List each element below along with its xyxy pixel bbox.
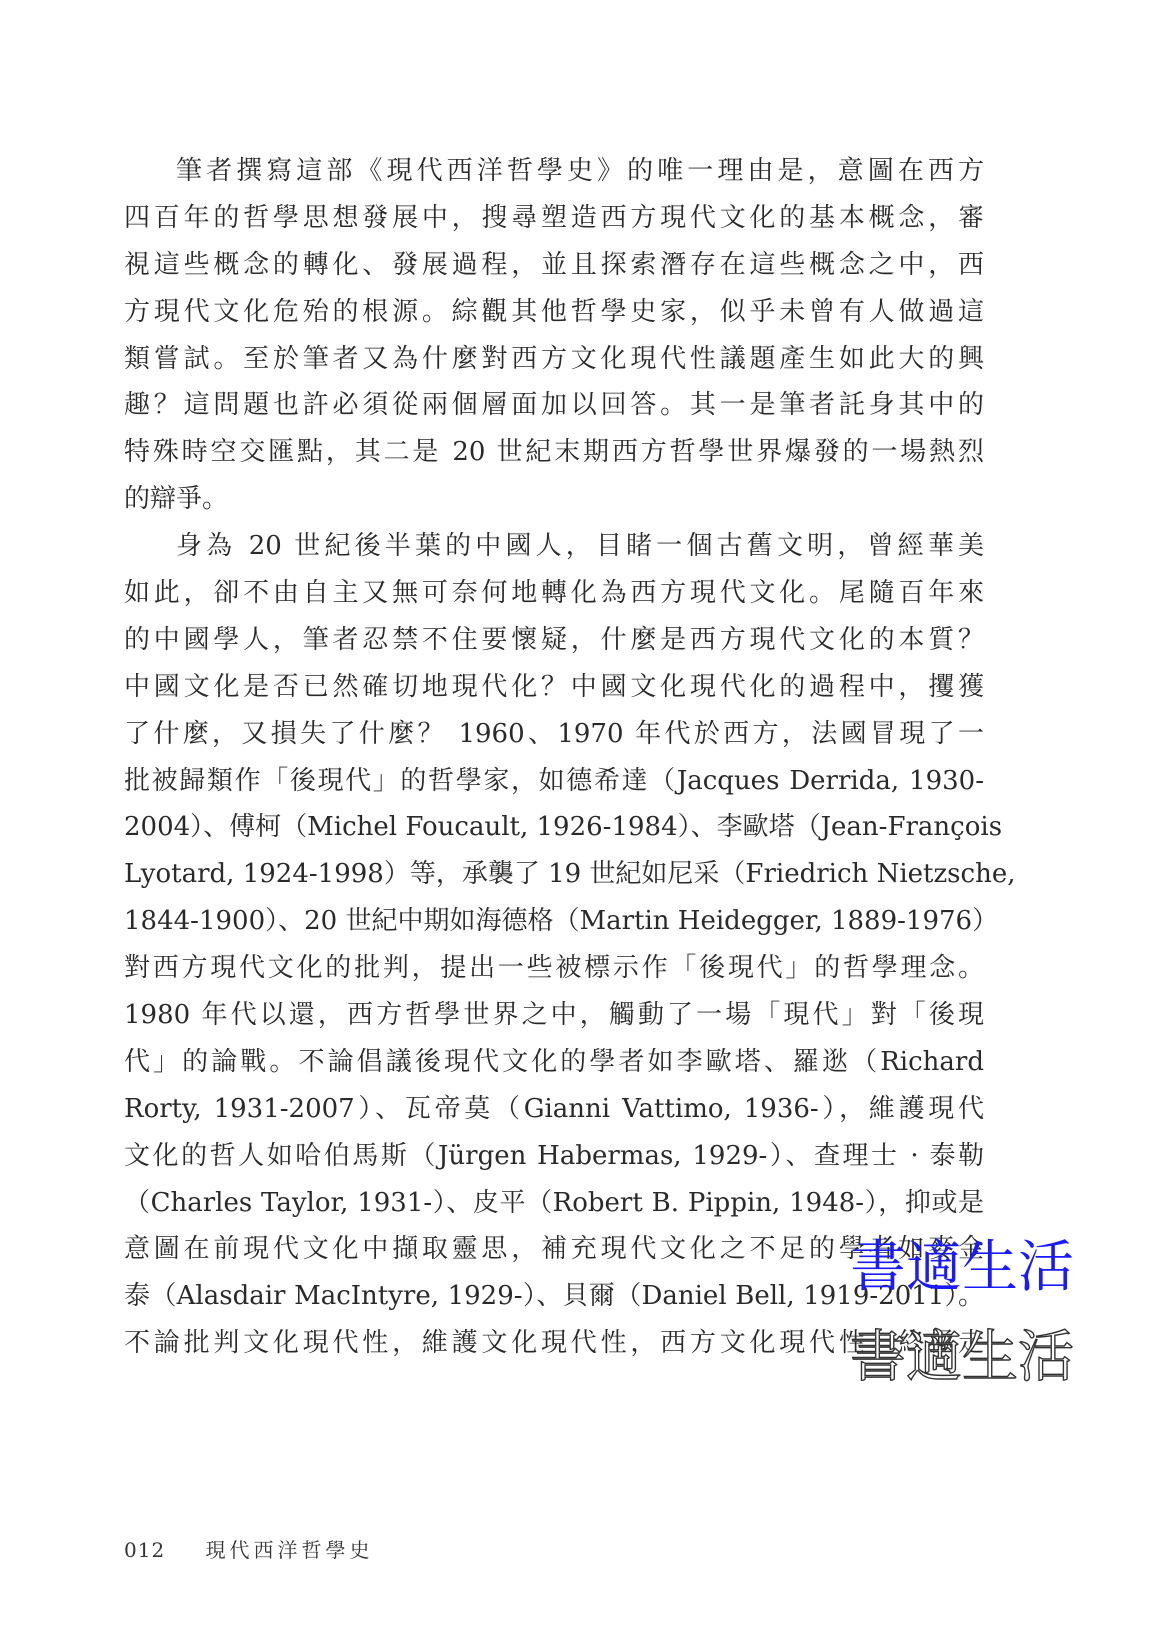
text-line: 對西方現代文化的批判，提出一些被標示作「後現代」的哲學理念。 bbox=[124, 953, 984, 984]
text-line: Rorty, 1931-2007）、瓦帝莫（Gianni Vattimo, 1936-），維護現代 bbox=[124, 1093, 984, 1124]
page-body bbox=[124, 148, 1016, 1367]
text-line: 如此，卻不由自主又無可奈何地轉化為西方現代文化。尾隨百年來 bbox=[124, 578, 984, 609]
text-line: 四百年的哲學思想發展中，搜尋塑造西方現代文化的基本概念，審 bbox=[124, 202, 984, 233]
text-line: 意圖在前現代文化中擷取靈思，補充現代文化之不足的學者如麥金 bbox=[124, 1234, 984, 1265]
text-line: 趣？這問題也許必須從兩個層面加以回答。其一是筆者託身其中的 bbox=[124, 390, 984, 421]
page-footer bbox=[124, 1534, 374, 1563]
text-line: Lyotard, 1924-1998）等，承襲了 19 世紀如尼采（Friedrich Nietzsche, bbox=[124, 859, 1016, 890]
text-line: 代」的論戰。不論倡議後現代文化的學者如李歐塔、羅逖（Richard bbox=[124, 1046, 984, 1077]
text-line: 筆者撰寫這部《現代西洋哲學史》的唯一理由是，意圖在西方 bbox=[176, 156, 984, 186]
running-title: 現代西洋哲學史 bbox=[205, 1538, 374, 1562]
text-line: 特殊時空交匯點，其二是 20 世紀末期西方哲學世界爆發的一場熱烈 bbox=[124, 437, 984, 468]
watermark-outline: 書適生活 bbox=[850, 1325, 1074, 1390]
text-line: 身為 20 世紀後半葉的中國人，目睹一個古舊文明，曾經華美 bbox=[176, 531, 984, 562]
paragraph-1 bbox=[124, 148, 984, 523]
text-line: 文化的哲人如哈伯馬斯（Jürgen Habermas, 1929-）、查理士 · 泰勒 bbox=[124, 1140, 984, 1171]
text-line: 泰（Alasdair MacIntyre, 1929-）、貝爾（Daniel Bell, 1919-2011）。 bbox=[124, 1281, 984, 1312]
text-line: 的辯爭。 bbox=[124, 484, 229, 515]
page-number: 012 bbox=[124, 1538, 166, 1562]
text-line: 1844-1900）、20 世紀中期如海德格（Martin Heidegger, 1889-1976） bbox=[124, 906, 999, 937]
text-line: 視這些概念的轉化、發展過程，並且探索潛存在這些概念之中，西 bbox=[124, 249, 984, 280]
text-line: 2004）、傅柯（Michel Foucault, 1926-1984）、李歐塔（Jean-François bbox=[124, 812, 1003, 843]
text-line: 的中國學人，筆者忍禁不住要懷疑，什麼是西方現代文化的本質？ bbox=[124, 624, 984, 655]
text-line: 了什麼，又損失了什麼？ 1960、1970 年代於西方，法國冒現了一 bbox=[124, 718, 984, 749]
text-line: 1980 年代以還，西方哲學世界之中，觸動了一場「現代」對「後現 bbox=[124, 1000, 984, 1031]
text-line: 不論批判文化現代性，維護文化現代性，西方文化現代性一終極走 bbox=[124, 1328, 984, 1359]
text-line: （Charles Taylor, 1931-）、皮平（Robert B. Pippin, 1948-），抑或是 bbox=[124, 1187, 984, 1218]
text-line: 批被歸類作「後現代」的哲學家，如德希達（Jacques Derrida, 1930- bbox=[124, 765, 984, 796]
watermark-blue: 書適生活 bbox=[850, 1235, 1074, 1300]
text-line: 中國文化是否已然確切地現代化？中國文化現代化的過程中，攫獲 bbox=[124, 671, 984, 702]
text-line: 類嘗試。至於筆者又為什麼對西方文化現代性議題產生如此大的興 bbox=[124, 343, 984, 374]
text-line: 方現代文化危殆的根源。綜觀其他哲學史家，似乎未曾有人做過這 bbox=[124, 296, 984, 327]
